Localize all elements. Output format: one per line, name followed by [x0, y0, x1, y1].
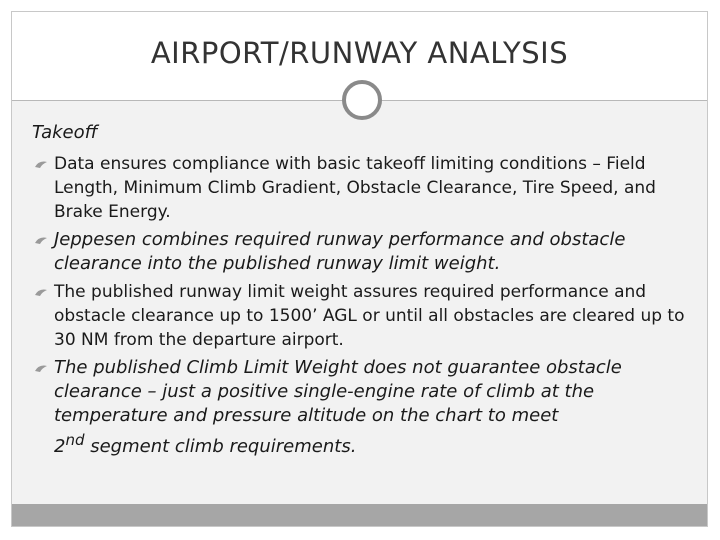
bullet-item [34, 356, 694, 459]
bullet-text [34, 356, 694, 459]
bullet-text-main: The published Climb Limit Weight does not guarantee obstacle clearance – just a positive single-engine rate of climb at the temperature and pressure altitude on the chart to meet [54, 357, 622, 426]
wing-bullet-icon [34, 286, 48, 300]
wing-bullet-icon [34, 362, 48, 376]
bullet-text: Data ensures compliance with basic takeoff limiting conditions – Field Length, Minimum Climb Gradient, Obstacle Clearance, Tire Speed, and Brake Energy. [54, 154, 656, 222]
ordinal-number: 2 [54, 436, 66, 457]
bullet-item [34, 280, 694, 352]
bullet-text: The published runway limit weight assures required performance and obstacle clearance up to 1500’ AGL or until all obstacles are cleared up to 30 NM from the departure airport. [54, 282, 685, 350]
ordinal-suffix: nd [65, 431, 85, 449]
circle-divider-icon [342, 80, 382, 120]
wing-bullet-icon [34, 234, 48, 248]
bottom-bar [12, 504, 707, 526]
bullet-text-end: segment climb requirements. [84, 436, 357, 457]
bullet-item [34, 152, 694, 224]
wing-bullet-icon [34, 158, 48, 172]
slide [11, 11, 708, 527]
bullet-text: Jeppesen combines required runway performance and obstacle clearance into the published runway limit weight. [54, 229, 626, 274]
bullet-item [34, 228, 694, 276]
section-heading: Takeoff [32, 122, 98, 143]
slide-title: AIRPORT/RUNWAY ANALYSIS [150, 36, 569, 70]
